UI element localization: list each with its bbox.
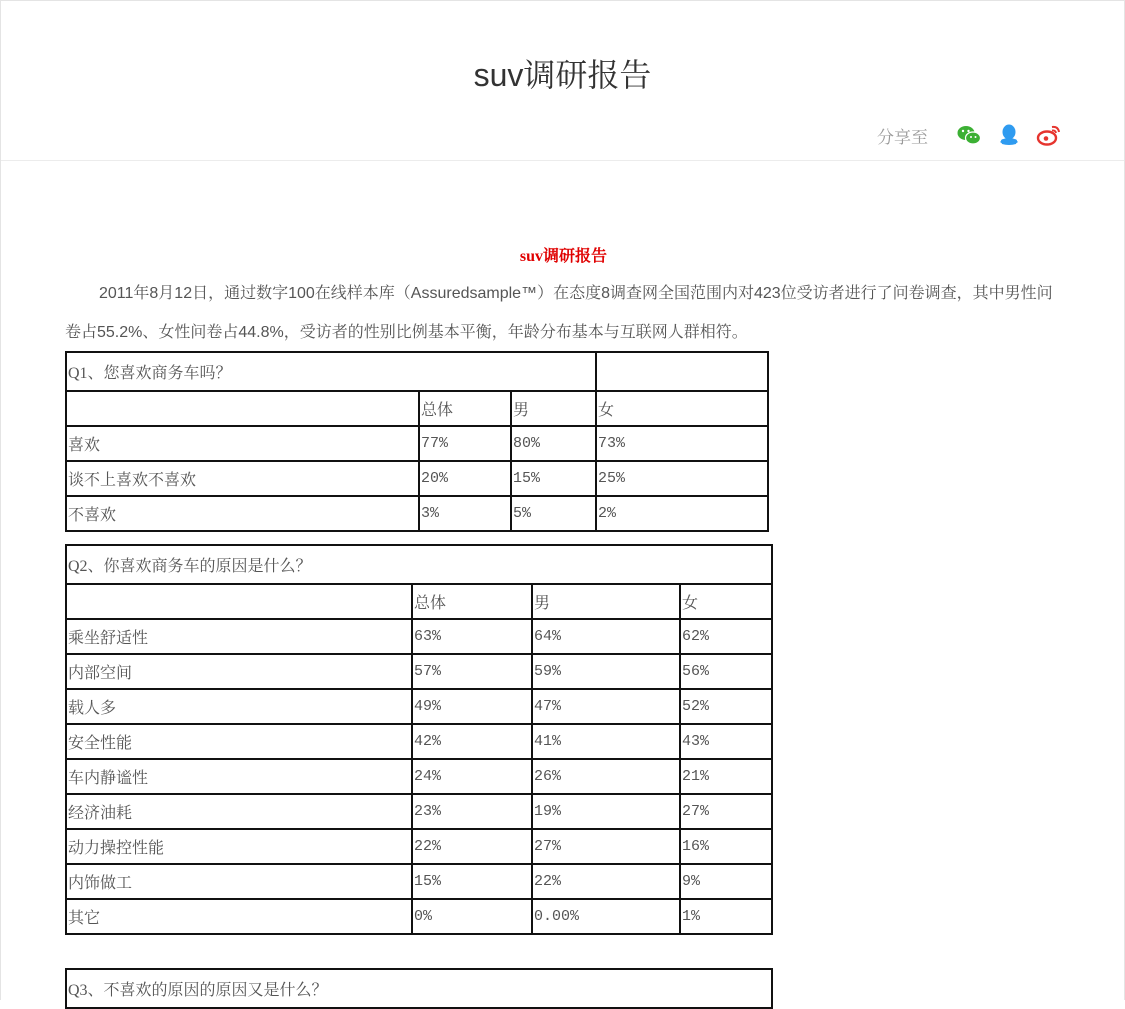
q2-cell: 22% [532,864,680,899]
q2-cell: 24% [412,759,532,794]
q2-row [66,619,772,654]
q2-row-label: 经济油耗 [66,794,412,829]
q2-row-label: 内饰做工 [66,864,412,899]
q1-row-label: 不喜欢 [66,496,419,531]
q1-row-label: 喜欢 [66,426,419,461]
q2-cell: 62% [680,619,772,654]
q2-row [66,724,772,759]
q1-row [66,426,768,461]
q2-row [66,689,772,724]
q2-cell: 0% [412,899,532,934]
q2-row [66,864,772,899]
q2-cell: 59% [532,654,680,689]
wechat-icon[interactable] [956,122,982,148]
q2-cell: 41% [532,724,680,759]
weibo-icon[interactable] [1036,122,1062,148]
q1-header-cell [66,391,419,426]
q2-row [66,654,772,689]
q3-table [65,968,773,1009]
q2-question-row [66,545,772,584]
q2-header-cell: 男 [532,584,680,619]
q1-header-row [66,391,768,426]
q2-cell: 42% [412,724,532,759]
share-label: 分享至 [877,127,928,147]
q2-cell: 49% [412,689,532,724]
q1-row [66,461,768,496]
page-title: suv调研报告 [473,57,652,93]
header [1,1,1124,161]
q1-header-cell: 女 [596,391,768,426]
q3-question: Q3、不喜欢的原因的原因又是什么？ [66,969,772,1008]
q2-row-label: 动力操控性能 [66,829,412,864]
q2-cell: 43% [680,724,772,759]
q2-header-cell [66,584,412,619]
q2-row-label: 其它 [66,899,412,934]
q1-cell: 20% [419,461,511,496]
q1-cell: 73% [596,426,768,461]
q1-row [66,496,768,531]
q2-row-label: 内部空间 [66,654,412,689]
q1-cell: 5% [511,496,596,531]
q2-cell: 0.00% [532,899,680,934]
q2-cell: 26% [532,759,680,794]
share-bar [877,121,1062,149]
q2-question: Q2、你喜欢商务车的原因是什么？ [66,545,772,584]
q1-header-cell: 男 [511,391,596,426]
q2-table [65,544,773,935]
q2-cell: 57% [412,654,532,689]
q2-row [66,899,772,934]
q1-table [65,351,769,532]
q2-cell: 47% [532,689,680,724]
q2-row [66,794,772,829]
q2-cell: 19% [532,794,680,829]
q1-cell: 15% [511,461,596,496]
q1-header-cell: 总体 [419,391,511,426]
qq-icon[interactable] [996,122,1022,148]
q2-header-cell: 总体 [412,584,532,619]
q1-empty-cell [596,352,768,391]
q2-cell: 22% [412,829,532,864]
q2-cell: 23% [412,794,532,829]
q1-cell: 77% [419,426,511,461]
q2-row-label: 车内静谧性 [66,759,412,794]
q3-question-row [66,969,772,1008]
q2-row-label: 载人多 [66,689,412,724]
q2-cell: 16% [680,829,772,864]
q1-cell: 2% [596,496,768,531]
article-intro: 2011年8月12日，通过数字100在线样本库（Assuredsample™）在态度8调查网全国范围内对423位受访者进行了问卷调查，其中男性问卷占55.2%、女性问卷占44.8%，受访者的性别比例基本平衡，年龄分布基本与互联网人群相符。 [65,285,1053,341]
q2-cell: 9% [680,864,772,899]
q2-cell: 64% [532,619,680,654]
article-title: suv调研报告 [519,248,608,265]
q1-cell: 80% [511,426,596,461]
q2-header-row [66,584,772,619]
q1-question: Q1、您喜欢商务车吗？ [66,352,596,391]
q2-cell: 52% [680,689,772,724]
q1-row-label: 谈不上喜欢不喜欢 [66,461,419,496]
q1-question-row [66,352,768,391]
q2-cell: 63% [412,619,532,654]
q2-cell: 15% [412,864,532,899]
q2-header-cell: 女 [680,584,772,619]
q2-row-label: 安全性能 [66,724,412,759]
q2-cell: 56% [680,654,772,689]
q2-cell: 27% [532,829,680,864]
q2-cell: 1% [680,899,772,934]
q2-row [66,759,772,794]
q1-cell: 25% [596,461,768,496]
q1-cell: 3% [419,496,511,531]
q2-cell: 21% [680,759,772,794]
q2-row-label: 乘坐舒适性 [66,619,412,654]
q2-row [66,829,772,864]
q2-cell: 27% [680,794,772,829]
